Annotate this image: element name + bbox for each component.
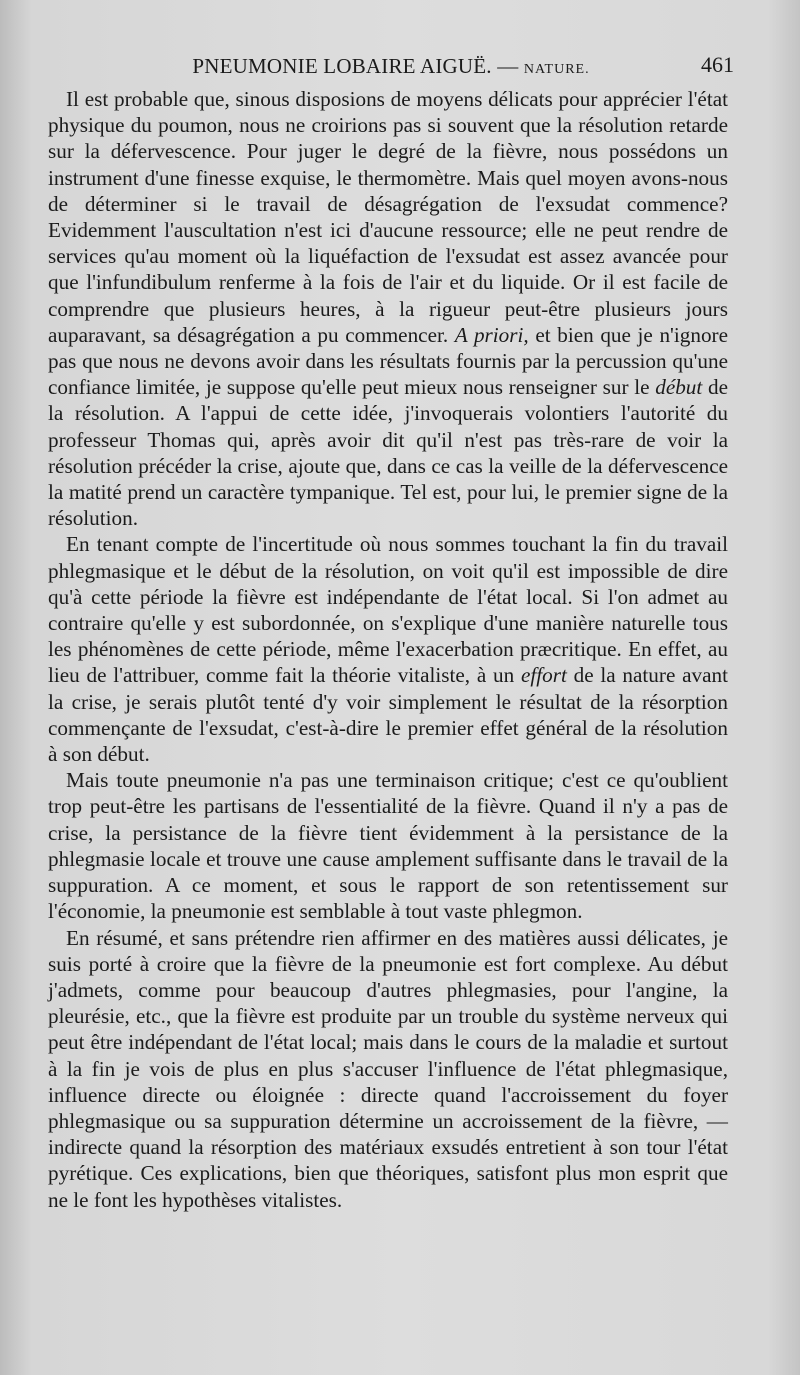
- paragraph-2-italic-effort: effort: [520, 663, 567, 688]
- page-number: 461: [701, 52, 734, 77]
- header-section: NATURE.: [523, 62, 590, 77]
- paragraph-1-text-a: Il est probable que, sinous disposions de moyens délicats pour apprécier l'état physique du poumon, nous ne croirions pas si souvent que la résolution retarde sur la défervescence. Pour juger le degré de la fièvre, nous possédons un instrument d'une finesse exquise, le thermomètre. Mais quel moyen avons-nous de déterminer si le travail de désagrégation de l'exsudat commence? Evidemment l'auscultation n'est ici d'aucune ressource; elle ne peut rendre de services qu'au moment où la liquéfaction de l'exsudat est assez avancée pour que l'infundibulum renferme à la fois de l'air et du liquide. Or il est facile de comprendre que plusieurs heures, à la rigueur peut-être plusieurs jours auparavant, sa désagrégation a pu commencer.: [48, 87, 728, 347]
- paragraph-2-text-b: de la nature avant la crise, je serais plutôt tenté d'y voir simplement le résultat de la résorption commençante de l'exsudat, c'est-à-dire le premier effet général de la résolution à son début.: [48, 663, 728, 767]
- paragraph-3-text: Mais toute pneumonie n'a pas une terminaison critique; c'est ce qu'oublient trop peut-être les partisans de l'essentialité de la fièvre. Quand il n'y a pas de crise, la persistance de la fièvre tient évidemment à la persistance de la phlegmasie locale et trouve une cause amplement suffisante dans le travail de la suppuration. A ce moment, et sous le rapport de son retentissement sur l'économie, la pneumonie est semblable à tout vaste phlegmon.: [48, 768, 728, 924]
- body-text: [48, 86, 728, 1213]
- paragraph-3: [48, 767, 728, 924]
- paragraph-4-text: En résumé, et sans prétendre rien affirmer en des matières aussi délicates, je suis porté à croire que la fièvre de la pneumonie est fort complexe. Au début j'admets, comme pour beaucoup d'autres phlegmasies, pour l'angine, la pleurésie, etc., que la fièvre est produite par un trouble du système nerveux qui peut être indépendant de l'état local; mais dans le cours de la maladie et surtout à la fin je vois de plus en plus s'accuser l'influence de l'état phlegmasique, influence directe ou éloignée : directe quand l'accroissement du foyer phlegmasique ou sa suppuration détermine un accroissement de la fièvre, — indirecte quand la résorption des matériaux exsudés entretient à son tour l'état pyrétique. Ces explications, bien que théoriques, satisfont plus mon esprit que ne le font les hypothèses vitalistes.: [48, 925, 728, 1212]
- header-separator: —: [497, 54, 519, 78]
- paragraph-1-text-c: de la résolution. A l'appui de cette idée, j'invoquerais volontiers l'autorité du professeur Thomas qui, après avoir dit qu'il n'est pas très-rare de voir la résolution précéder la crise, ajoute que, dans ce cas la veille de la défervescence la matité prend un caractère tympanique. Tel est, pour lui, le premier signe de la résolution.: [48, 375, 728, 531]
- paragraph-1-italic-debut: début: [655, 375, 703, 400]
- paragraph-4: [48, 925, 728, 1213]
- paragraph-1-italic-a-priori: A priori,: [454, 322, 529, 347]
- running-head: [48, 50, 734, 80]
- header-title: PNEUMONIE LOBAIRE AIGUË.: [192, 54, 492, 78]
- paragraph-1: [48, 86, 728, 531]
- running-title: [48, 54, 734, 79]
- paragraph-2: [48, 531, 728, 767]
- paragraph-1-text-b: et bien que je n'ignore pas que nous ne devons avoir dans les résultats fournis par la percussion qu'une confiance limitée, je suppose qu'elle peut mieux nous renseigner sur le: [48, 322, 728, 400]
- paragraph-2-text-a: En tenant compte de l'incertitude où nous sommes touchant la fin du travail phlegmasique et le début de la résolution, on voit qu'il est impossible de dire qu'à cette période la fièvre est indépendante de l'état local. Si l'on admet au contraire qu'elle y est subordonnée, on s'explique d'une manière naturelle tous les phénomènes de cette période, même l'exacerbation præcritique. En effet, au lieu de l'attribuer, comme fait la théorie vitaliste, à un: [48, 532, 728, 688]
